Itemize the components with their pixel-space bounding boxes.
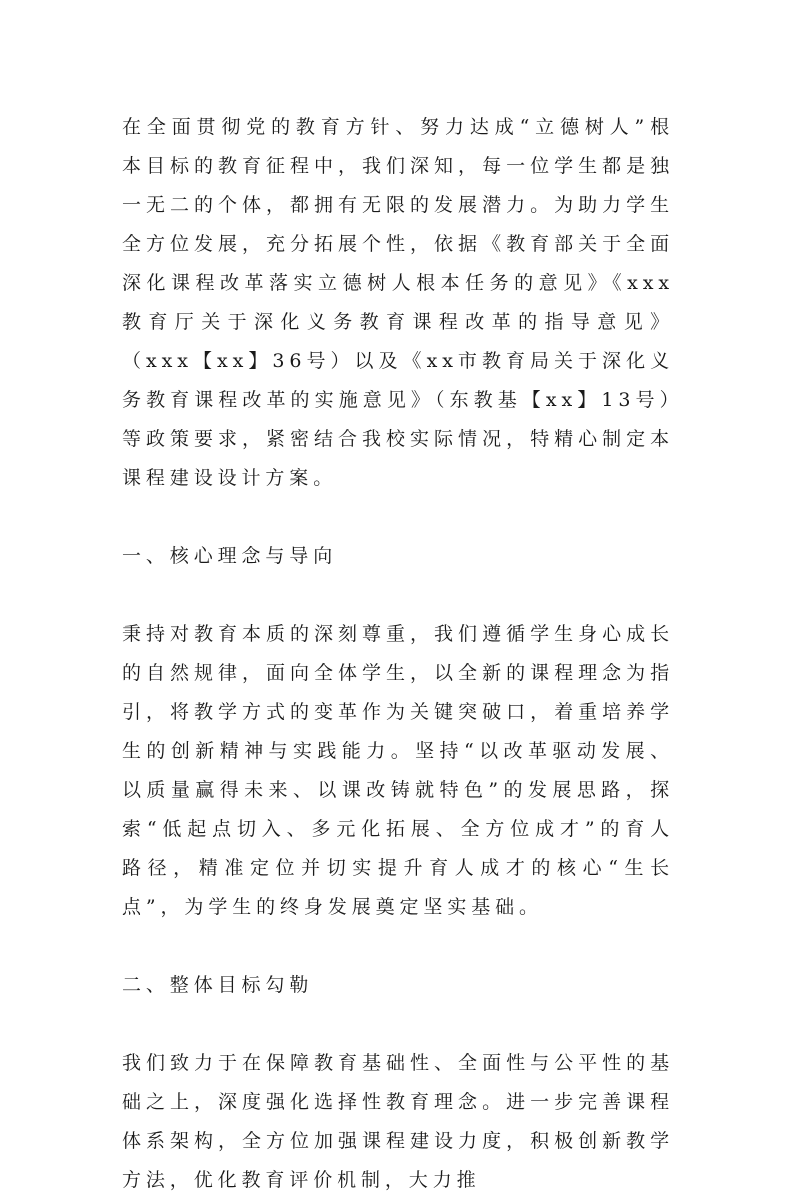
section-body-core-concept: 秉持对教育本质的深刻尊重，我们遵循学生身心成长的自然规律，面向全体学生，以全新的课程理念为指引，将教学方式的变革作为关键突破口，着重培养学生的创新精神与实践能力。坚持“以改革驱动发展、以质量赢得未来、以课改铸就特色”的发展思路，探索“低起点切入、多元化拓展、全方位成才”的育人路径，精准定位并切实提升育人成才的核心“生长点”，为学生的终身发展奠定坚实基础。 [122, 623, 674, 918]
section-body-overall-goals: 我们致力于在保障教育基础性、全面性与公平性的基础之上，深度强化选择性教育理念。进一步完善课程体系架构，全方位加强课程建设力度，积极创新教学方法，优化教育评价机制，大力推 [122, 1052, 674, 1191]
intro-paragraph: 在全面贯彻党的教育方针、努力达成“立德树人”根本目标的教育征程中，我们深知，每一位学生都是独一无二的个体，都拥有无限的发展潜力。为助力学生全方位发展，充分拓展个性，依据《教育部关于全面深化课程改革落实立德树人根本任务的意见》《xxx教育厅关于深化义务教育课程改革的指导意见》（xxx【xx】36号）以及《xx市教育局关于深化义务教育课程改革的实施意见》（东教基【xx】13号）等政策要求，紧密结合我校实际情况，特精心制定本课程建设设计方案。 [122, 116, 674, 489]
document-page [122, 108, 674, 1200]
section-heading-overall-goals: 二、整体目标勾勒 [122, 974, 314, 996]
section-heading-core-concept: 一、核心理念与导向 [122, 545, 338, 567]
